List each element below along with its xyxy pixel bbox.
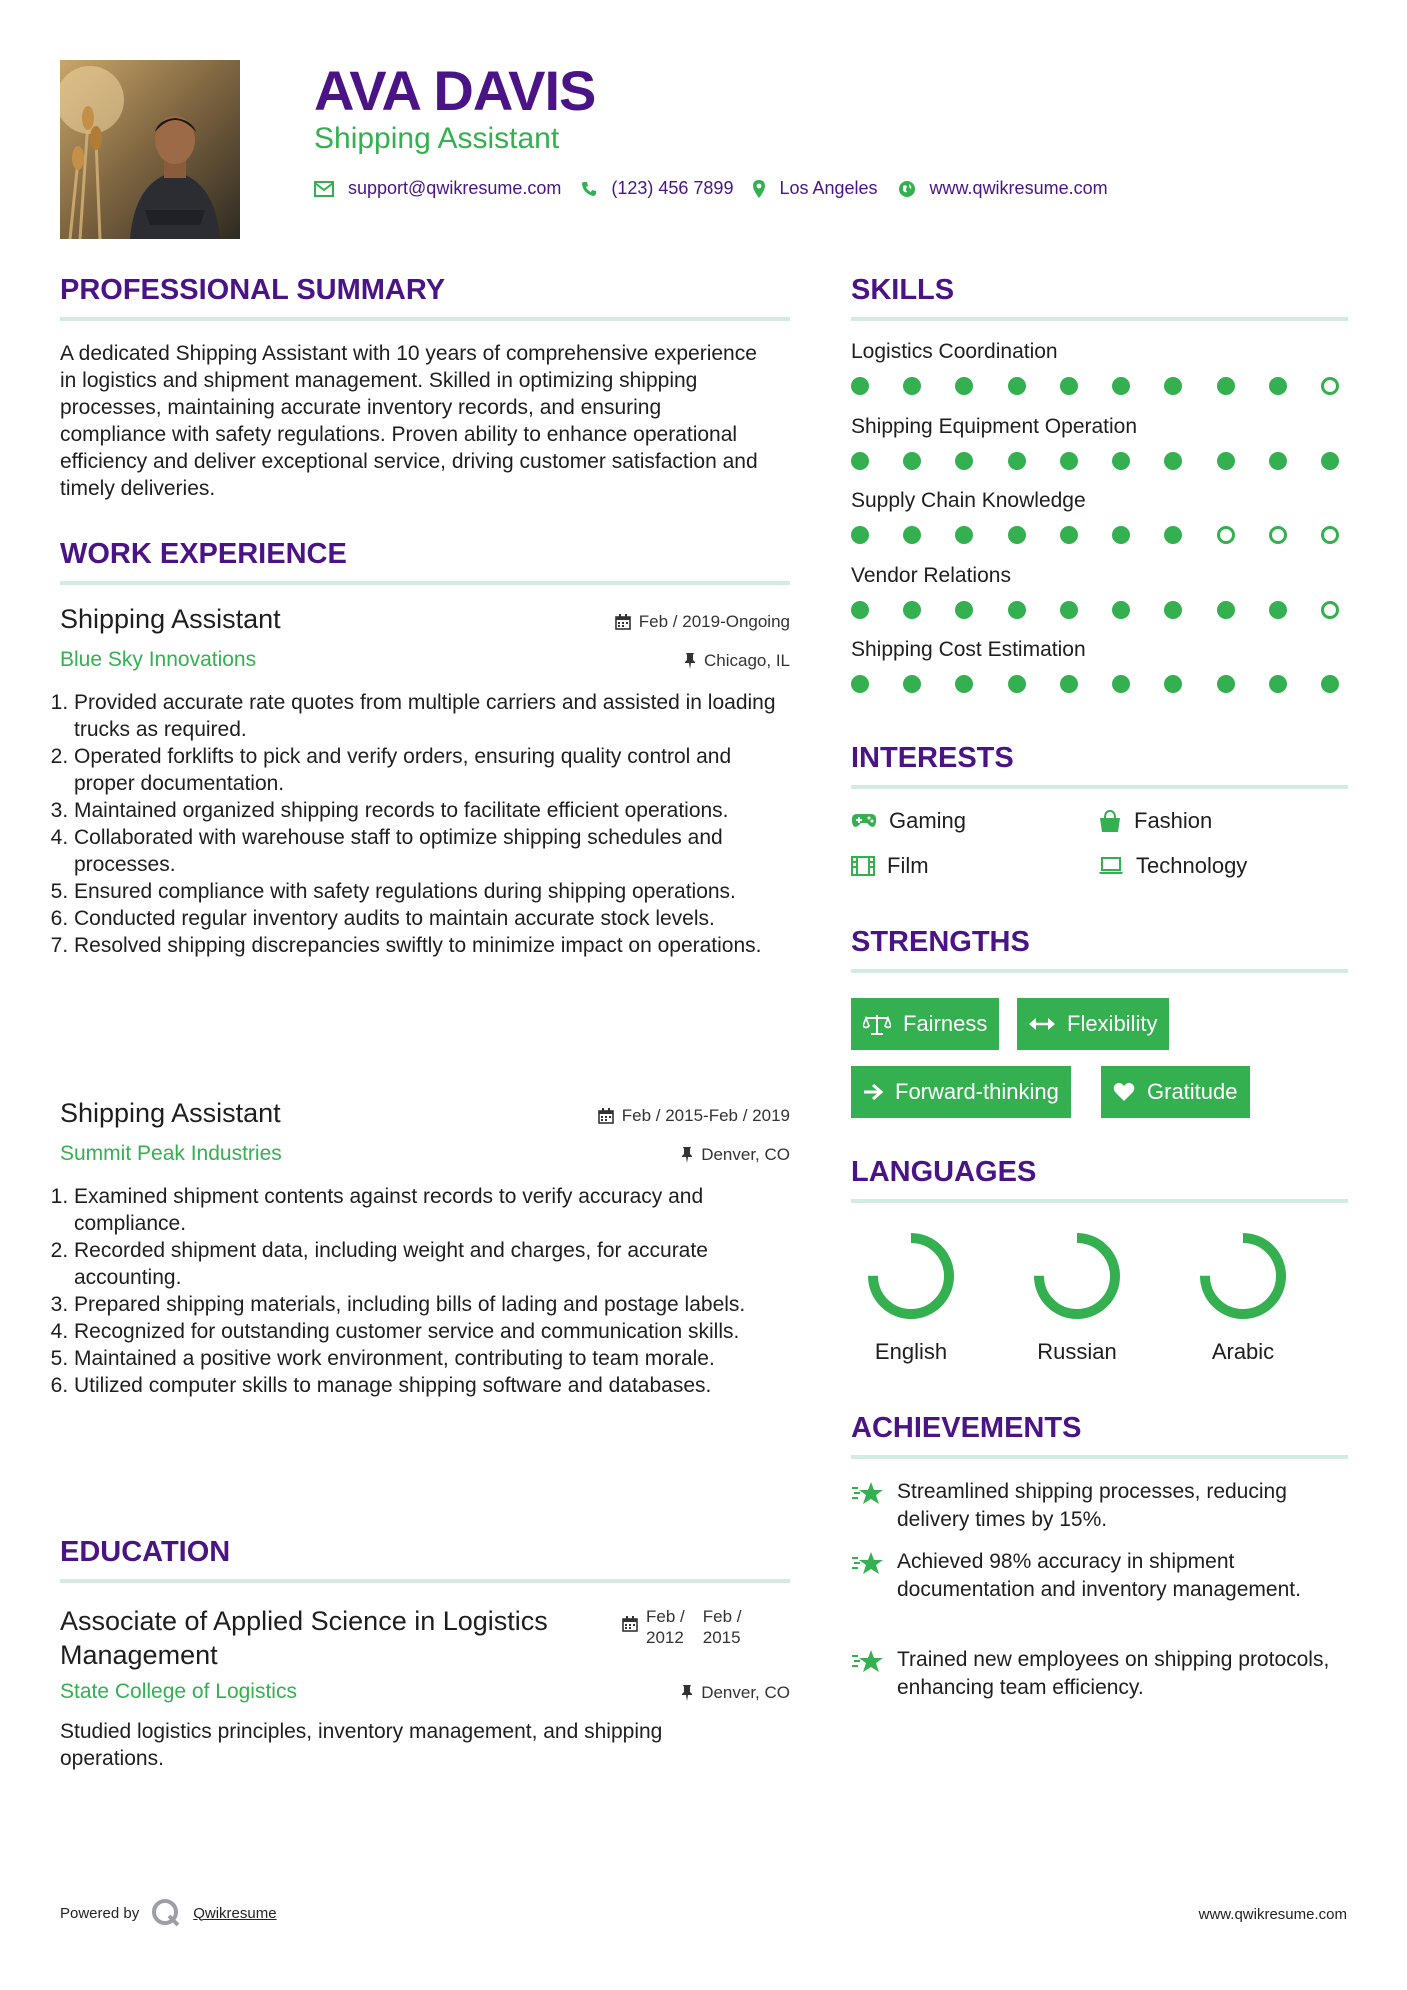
skills-heading: SKILLS — [851, 274, 1348, 321]
job-duties-list — [56, 689, 790, 959]
rating-dot-filled — [1217, 675, 1235, 693]
footer-powered-by — [60, 1898, 277, 1928]
rating-dot-filled — [1008, 452, 1026, 470]
job-location — [490, 651, 790, 671]
job-dates-text: Feb / 2015-Feb / 2019 — [621, 1106, 790, 1125]
interest-label: Gaming — [889, 808, 967, 833]
job-dates — [490, 612, 790, 632]
shopping-bag-icon — [1098, 810, 1122, 832]
education-end-line1: Feb / — [702, 1607, 742, 1626]
arrow-right-icon — [863, 1083, 883, 1101]
rating-dot-filled — [903, 675, 921, 693]
education-start-line1: Feb / — [646, 1607, 685, 1626]
rating-dot-filled — [1112, 377, 1130, 395]
language-proficiency-arc — [1039, 1238, 1115, 1314]
rating-dot-empty — [1321, 601, 1339, 619]
contact-phone[interactable]: (123) 456 7899 — [611, 178, 734, 198]
arrows-horizontal-icon — [1029, 1017, 1055, 1031]
rating-dot-filled — [955, 675, 973, 693]
job-dates — [490, 1106, 790, 1126]
education-end-line2: 2015 — [702, 1628, 741, 1647]
powered-by-label: Powered by — [60, 1904, 140, 1922]
summary-text: A dedicated Shipping Assistant with 10 years of comprehensive experience in logistics and shipment management. Skilled in optimizing shipping processes, maintaining accurate inventory records, and ensuring compliance with safety regulations. Proven ability to enhance operational efficiency and deliver exceptional service, driving customer satisfaction and timely deliveries. — [60, 342, 758, 500]
interest-item — [851, 853, 929, 879]
contact-email[interactable]: support@qwikresume.com — [348, 178, 562, 198]
language-proficiency-ring — [861, 1226, 961, 1326]
interest-item — [1098, 808, 1212, 834]
languages-heading: LANGUAGES — [851, 1156, 1348, 1203]
duty-item: 6. Utilized computer skills to manage shipping software and databases. — [74, 1372, 796, 1399]
qwikresume-logo-icon — [151, 1898, 181, 1928]
duty-item: 3. Maintained organized shipping records to facilitate efficient operations. — [74, 797, 790, 824]
skill-name: Logistics Coordination — [851, 340, 1058, 363]
duty-item: 5. Maintained a positive work environment, contributing to team morale. — [74, 1345, 796, 1372]
rating-dot-filled — [955, 377, 973, 395]
rating-dot-filled — [1060, 526, 1078, 544]
strength-tag — [851, 998, 999, 1050]
rating-dot-empty — [1217, 526, 1235, 544]
duty-item: 5. Ensured compliance with safety regulations during shipping operations. — [74, 878, 790, 905]
rating-dot-filled — [851, 452, 869, 470]
rating-dot-filled — [1112, 601, 1130, 619]
star-trophy-icon — [851, 1550, 885, 1578]
rating-dot-empty — [1269, 526, 1287, 544]
interest-label: Technology — [1136, 853, 1248, 878]
pin-icon — [684, 653, 696, 669]
rating-dot-filled — [1164, 526, 1182, 544]
rating-dot-filled — [1112, 675, 1130, 693]
job-duties-list — [56, 1183, 796, 1399]
film-icon — [851, 856, 875, 876]
skill-rating — [851, 377, 1339, 395]
language-label: Russian — [1037, 1339, 1117, 1364]
rating-dot-filled — [1164, 452, 1182, 470]
language-item — [851, 1226, 971, 1365]
job-dates-text: Feb / 2019-Ongoing — [638, 612, 790, 631]
summary-heading: PROFESSIONAL SUMMARY — [60, 274, 790, 321]
pin-icon — [681, 1147, 693, 1163]
rating-dot-filled — [1164, 601, 1182, 619]
education-start-line2: 2012 — [646, 1628, 684, 1647]
qwikresume-link[interactable]: Qwikresume — [193, 1904, 277, 1922]
rating-dot-filled — [1217, 377, 1235, 395]
rating-dot-filled — [1060, 377, 1078, 395]
company-name: Blue Sky Innovations — [60, 648, 257, 671]
strengths-heading: STRENGTHS — [851, 926, 1348, 973]
rating-dot-filled — [1008, 377, 1026, 395]
rating-dot-filled — [1269, 675, 1287, 693]
gamepad-icon — [851, 813, 877, 829]
map-marker-icon — [753, 180, 765, 198]
rating-dot-filled — [903, 452, 921, 470]
strength-label: Flexibility — [1067, 1011, 1158, 1036]
interest-item — [1098, 853, 1247, 879]
job-location-text: Chicago, IL — [704, 651, 790, 670]
duty-item: 4. Collaborated with warehouse staff to optimize shipping schedules and processes. — [74, 824, 790, 878]
rating-dot-filled — [955, 452, 973, 470]
skill-rating — [851, 675, 1339, 693]
interests-heading: INTERESTS — [851, 742, 1348, 789]
balance-scale-icon — [863, 1013, 891, 1035]
strength-tag — [851, 1066, 1071, 1118]
interest-item — [851, 808, 966, 834]
strength-label: Gratitude — [1147, 1079, 1238, 1104]
rating-dot-filled — [1112, 526, 1130, 544]
star-trophy-icon — [851, 1648, 885, 1676]
rating-dot-empty — [1321, 526, 1339, 544]
job-title: Shipping Assistant — [60, 1098, 281, 1128]
achievement-text: Achieved 98% accuracy in shipment documentation and inventory management. — [897, 1550, 1301, 1601]
education-location-text: Denver, CO — [701, 1683, 790, 1702]
achievement-text: Streamlined shipping processes, reducing delivery times by 15%. — [897, 1480, 1287, 1531]
language-proficiency-ring — [1193, 1226, 1293, 1326]
laptop-icon — [1098, 857, 1124, 875]
phone-icon — [581, 181, 597, 197]
rating-dot-filled — [1164, 377, 1182, 395]
candidate-title: Shipping Assistant — [314, 122, 560, 155]
duty-item: 2. Operated forklifts to pick and verify orders, ensuring quality control and proper documentation. — [74, 743, 790, 797]
pin-icon — [681, 1685, 693, 1701]
rating-dot-filled — [851, 526, 869, 544]
skill-rating — [851, 526, 1339, 544]
language-label: English — [874, 1339, 948, 1364]
education-end-date — [703, 1606, 742, 1648]
rating-dot-filled — [1321, 452, 1339, 470]
footer-url[interactable]: www.qwikresume.com — [1198, 1906, 1347, 1923]
rating-dot-filled — [1008, 675, 1026, 693]
duty-item: 6. Conducted regular inventory audits to maintain accurate stock levels. — [74, 905, 790, 932]
heart-icon — [1113, 1082, 1135, 1102]
language-proficiency-arc — [873, 1238, 949, 1314]
language-label: Arabic — [1211, 1339, 1275, 1364]
calendar-icon — [622, 1616, 638, 1632]
rating-dot-filled — [1060, 452, 1078, 470]
education-location — [490, 1683, 790, 1703]
duty-item: 1. Examined shipment contents against records to verify accuracy and compliance. — [74, 1183, 796, 1237]
duty-item: 2. Recorded shipment data, including weight and charges, for accurate accounting. — [74, 1237, 796, 1291]
contact-location: Los Angeles — [779, 178, 878, 198]
rating-dot-filled — [903, 377, 921, 395]
achievement-item — [851, 1548, 1348, 1604]
interest-label: Fashion — [1134, 808, 1213, 833]
envelope-icon — [314, 181, 334, 197]
rating-dot-filled — [1060, 675, 1078, 693]
job-location — [490, 1145, 790, 1165]
rating-dot-filled — [1269, 601, 1287, 619]
calendar-icon — [615, 614, 631, 630]
job-location-text: Denver, CO — [701, 1145, 790, 1164]
education-dates — [622, 1606, 742, 1648]
education-heading: EDUCATION — [60, 1536, 790, 1583]
rating-dot-filled — [1112, 452, 1130, 470]
rating-dot-filled — [903, 601, 921, 619]
language-item — [1017, 1226, 1137, 1365]
contact-row — [314, 178, 1128, 199]
profile-photo — [60, 60, 240, 239]
achievements-heading: ACHIEVEMENTS — [851, 1412, 1348, 1459]
rating-dot-filled — [1321, 675, 1339, 693]
rating-dot-filled — [1164, 675, 1182, 693]
skill-name: Supply Chain Knowledge — [851, 489, 1086, 512]
skill-name: Shipping Equipment Operation — [851, 414, 1138, 438]
star-trophy-icon — [851, 1480, 885, 1508]
degree-title: Associate of Applied Science in Logistics Management — [60, 1606, 548, 1670]
candidate-name: AVA DAVIS — [314, 59, 596, 122]
globe-icon — [898, 180, 916, 198]
rating-dot-filled — [903, 526, 921, 544]
rating-dot-filled — [851, 377, 869, 395]
rating-dot-filled — [955, 601, 973, 619]
skill-name: Shipping Cost Estimation — [851, 638, 1086, 661]
language-proficiency-arc — [1205, 1238, 1281, 1314]
interest-label: Film — [887, 853, 929, 878]
rating-dot-filled — [955, 526, 973, 544]
company-name: Summit Peak Industries — [60, 1142, 282, 1165]
duty-item: 7. Resolved shipping discrepancies swiftly to minimize impact on operations. — [74, 932, 790, 959]
strength-label: Fairness — [903, 1011, 988, 1036]
skill-rating — [851, 452, 1339, 470]
achievement-item — [851, 1646, 1348, 1702]
rating-dot-filled — [851, 601, 869, 619]
education-start-date — [646, 1606, 685, 1648]
duty-item: 4. Recognized for outstanding customer service and communication skills. — [74, 1318, 796, 1345]
language-proficiency-ring — [1027, 1226, 1127, 1326]
contact-website[interactable]: www.qwikresume.com — [929, 178, 1108, 198]
rating-dot-filled — [1217, 452, 1235, 470]
strength-tag — [1017, 998, 1169, 1050]
duty-item: 3. Prepared shipping materials, including bills of lading and postage labels. — [74, 1291, 796, 1318]
rating-dot-filled — [1217, 601, 1235, 619]
skill-name: Vendor Relations — [851, 563, 1011, 587]
duty-item: 1. Provided accurate rate quotes from multiple carriers and assisted in loading trucks as required. — [74, 689, 790, 743]
school-name: State College of Logistics — [60, 1680, 297, 1703]
rating-dot-filled — [851, 675, 869, 693]
achievement-item — [851, 1478, 1348, 1534]
job-title: Shipping Assistant — [60, 604, 281, 634]
strength-tag — [1101, 1066, 1250, 1118]
rating-dot-empty — [1321, 377, 1339, 395]
rating-dot-filled — [1008, 601, 1026, 619]
experience-heading: WORK EXPERIENCE — [60, 538, 790, 585]
rating-dot-filled — [1269, 377, 1287, 395]
language-item — [1183, 1226, 1303, 1365]
rating-dot-filled — [1269, 452, 1287, 470]
rating-dot-filled — [1008, 526, 1026, 544]
education-description: Studied logistics principles, inventory management, and shipping operations. — [60, 1720, 663, 1770]
achievement-text: Trained new employees on shipping protocols, enhancing team efficiency. — [897, 1648, 1330, 1699]
calendar-icon — [598, 1108, 614, 1124]
skill-rating — [851, 601, 1339, 619]
strength-label: Forward-thinking — [895, 1079, 1059, 1104]
rating-dot-filled — [1060, 601, 1078, 619]
